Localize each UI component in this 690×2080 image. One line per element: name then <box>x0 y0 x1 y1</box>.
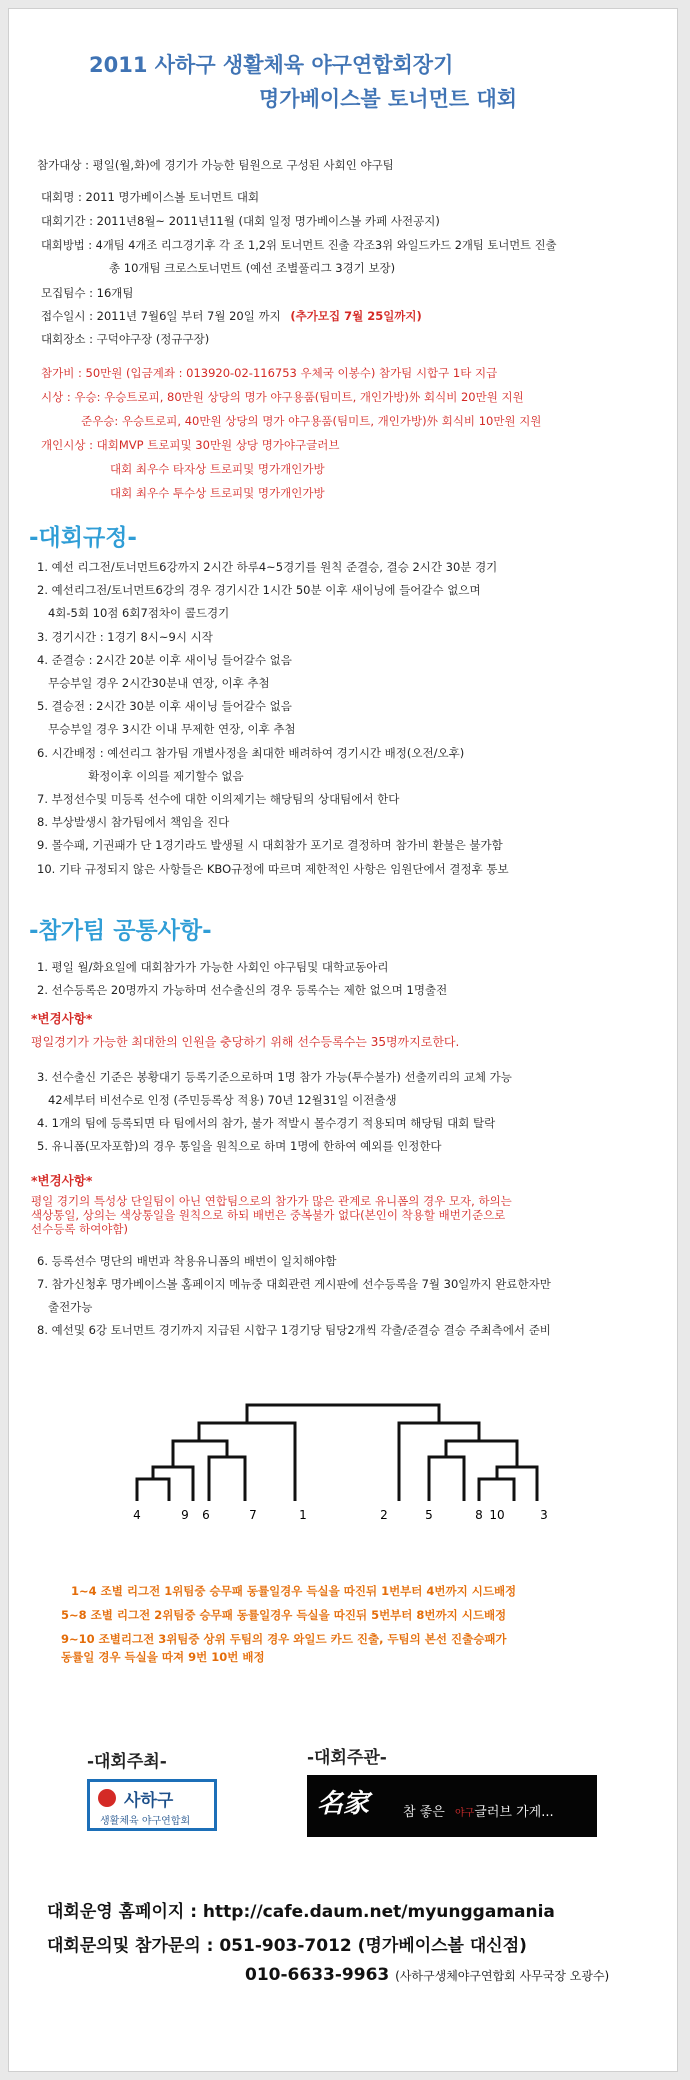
footer-contact: 대회문의및 참가문의 : 051-903-7012 (명가베이스볼 대신점) <box>47 1936 527 1956</box>
prize-first: 시상 : 우승: 우승트로피, 80만원 상당의 명가 야구용품(팀미트, 개인가방)外 회식비 20만원 지원 <box>41 390 524 404</box>
info-venue: 대회장소 : 구덕야구장 (정규구장) <box>41 332 210 346</box>
change-label-1: *변경사항* <box>31 1011 93 1026</box>
rule-item: 확정이후 이의를 제기할수 없음 <box>37 768 244 783</box>
change-text-1: 평일경기가 가능한 최대한의 인원을 충당하기 위해 선수등록수는 35명까지로한다. <box>31 1035 460 1049</box>
bracket-seed-label: 2 <box>380 1508 388 1522</box>
prize-second: 준우승: 우승트로피, 40만원 상당의 명가 야구용품(팀미트, 개인가방)外 회식비 10만원 지원 <box>81 414 542 428</box>
host-logo-subtitle: 생활체육 야구연합회 <box>100 1816 191 1827</box>
info-method: 대회방법 : 4개팀 4개조 리그경기후 각 조 1,2위 토너먼트 진출 각조3위 와일드카드 2개팀 토너먼트 진출 <box>41 239 557 252</box>
common-heading: -참가팀 공통사항- <box>29 918 212 944</box>
poster-title-line1: 2011 사하구 생활체육 야구연합회장기 <box>89 53 454 77</box>
rule-item: 3. 경기시간 : 1경기 8시~9시 시작 <box>37 629 213 644</box>
info-teams: 모집팀수 : 16개팀 <box>41 286 134 300</box>
individual-prize-mvp: 개인시상 : 대회MVP 트로피및 30만원 상당 명가야구글러브 <box>41 438 340 452</box>
rule-item: 9. 몰수패, 기권패가 단 1경기라도 발생될 시 대회참가 포기로 결정하며 참가비 환불은 불가함 <box>37 838 503 853</box>
info-period: 대회기간 : 2011년8월~ 2011년11월 (대회 일정 명가베이스볼 카페 사전공지) <box>41 214 440 228</box>
seeding-note-2: 5~8 조별 리그전 2위팀중 승무패 동률일경우 득실을 따진뒤 5번부터 8번까지 시드배정 <box>61 1608 507 1622</box>
individual-prize-pitcher: 대회 최우수 투수상 트로피및 명가개인가방 <box>110 486 325 500</box>
individual-prize-batter: 대회 최우수 타자상 트로피및 명가개인가방 <box>110 462 325 476</box>
bracket-seed-label: 3 <box>540 1508 548 1522</box>
rule-item: 4회-5회 10점 6회7점차이 콜드경기 <box>37 606 230 621</box>
info-method-cont: 총 10개팀 크로스토너먼트 (예선 조별풀리그 3경기 보장) <box>109 261 396 275</box>
common-item: 8. 예선및 6강 토너먼트 경기까지 지급된 시합구 1경기당 팀당2개씩 각출/준결승 결승 주최측에서 준비 <box>37 1323 551 1337</box>
poster-title-line2: 명가베이스볼 토너먼트 대회 <box>259 87 518 111</box>
change-text-2-line3: 선수등록 하여야함) <box>31 1222 129 1236</box>
change-text-2-line1: 평일 경기의 특성상 단일팀이 아닌 연합팀으로의 참가가 많은 관계로 유니폼의 경우 모자, 하의는 <box>31 1194 512 1208</box>
common-item: 6. 등록선수 명단의 배번과 착용유니폼의 배번이 일치해야함 <box>37 1254 337 1268</box>
bracket-seed-label: 6 <box>202 1508 210 1522</box>
seeding-note-1: 1~4 조별 리그전 1위팀중 승무패 동률일경우 득실을 따진뒤 1번부터 4번까지 시드배정 <box>71 1584 517 1598</box>
bracket-seed-label: 9 <box>181 1508 189 1522</box>
seeding-note-4: 동률일 경우 득실을 따져 9번 10번 배정 <box>61 1650 265 1664</box>
rules-heading: -대회규정- <box>29 525 137 551</box>
host-logo-name: 사하구 <box>124 1791 174 1811</box>
host-label: -대회주최- <box>87 1752 167 1772</box>
bracket-seed-label: 1 <box>299 1508 307 1522</box>
common-item: 1. 평일 월/화요일에 대회참가가 가능한 사회인 야구팀및 대학교동아리 <box>37 960 389 974</box>
seeding-note-3: 9~10 조별리그전 3위팀중 상위 두팀의 경우 와일드 카드 진출, 두팀의 본선 진출승패가 <box>61 1632 507 1646</box>
rule-item: 10. 기타 규정되지 않은 사항들은 KBO규정에 따르며 제한적인 사항은 임원단에서 결정후 통보 <box>37 861 509 876</box>
bracket-seed-label: 7 <box>249 1508 257 1522</box>
host-logo <box>87 1779 217 1831</box>
rule-item: 무승부일 경우 3시간 이내 무제한 연장, 이후 추첨 <box>37 722 296 737</box>
bracket-seed-labels <box>133 1508 548 1522</box>
info-target: 참가대상 : 평일(월,화)에 경기가 가능한 팀원으로 구성된 사회인 야구팀 <box>37 158 394 172</box>
bracket-seed-label: 4 <box>133 1508 141 1522</box>
rule-item: 6. 시간배정 : 예선리그 참가팀 개별사정을 최대한 배려하여 경기시간 배정(오전/오후) <box>37 745 465 760</box>
info-registration-dates: 접수일시 : 2011년 7월6일 부터 7월 20일 까지 <box>41 309 281 323</box>
footer-homepage: 대회운영 홈페이지 : http://cafe.daum.net/myunggamania <box>47 1902 555 1922</box>
operator-logo-slogan: 참 좋은 야구글러브 가게... <box>403 1805 554 1820</box>
fee-line: 참가비 : 50만원 (입금계좌 : 013920-02-116753 우체국 이봉수) 참가팀 시합구 1타 지급 <box>41 366 498 380</box>
common-item: 2. 선수등록은 20명까지 가능하며 선수출신의 경우 등록수는 제한 없으며 1명출전 <box>37 983 448 997</box>
host-logo-icon <box>98 1789 116 1807</box>
operator-label: -대회주관- <box>307 1748 387 1768</box>
operator-logo <box>307 1775 597 1837</box>
change-label-2: *변경사항* <box>31 1173 93 1188</box>
footer-phone-number: 010-6633-9963 <box>245 1965 390 1985</box>
rule-item: 4. 준결승 : 2시간 20분 이후 새이닝 들어갈수 없음 <box>37 652 292 667</box>
tournament-bracket <box>9 1401 677 1551</box>
info-registration <box>41 308 422 324</box>
common-item: 출전가능 <box>37 1300 93 1314</box>
common-item: 3. 선수출신 기준은 봉황대기 등록기준으로하며 1명 참가 가능(투수불가) 선출끼리의 교체 가능 <box>37 1070 512 1084</box>
rule-item: 1. 예선 리그전/토너먼트6강까지 2시간 하루4~5경기를 원칙 준결승, 결승 2시간 30분 경기 <box>37 560 498 574</box>
bracket-seed-label: 10 <box>489 1508 505 1522</box>
common-item: 5. 유니폼(모자포함)의 경우 통일을 원칙으로 하며 1명에 한하여 예외를 인정한다 <box>37 1139 442 1153</box>
rule-item: 7. 부정선수및 미등록 선수에 대한 이의제기는 해당팀의 상대팀에서 한다 <box>37 792 400 806</box>
footer-phone-note: (사하구생체야구연합회 사무국장 오광수) <box>395 1969 610 1983</box>
common-item: 42세부터 비선수로 인정 (주민등록상 적용) 70년 12월31일 이전출생 <box>37 1093 397 1107</box>
poster <box>8 8 678 2072</box>
common-item: 4. 1개의 팀에 등록되면 타 팀에서의 참가, 불가 적발시 몰수경기 적용되며 해당팀 대회 탈락 <box>37 1116 496 1130</box>
rule-item: 2. 예선리그전/토너먼트6강의 경우 경기시간 1시간 50분 이후 새이닝에 들어갈수 없으며 <box>37 583 481 598</box>
change-text-2-line2: 색상통일, 상의는 색상통일을 원칙으로 하되 배번은 중복불가 없다(본인이 착용할 배번기준으로 <box>31 1208 506 1222</box>
info-name: 대회명 : 2011 명가베이스볼 토너먼트 대회 <box>41 190 260 204</box>
rule-item: 8. 부상발생시 참가팀에서 책임을 진다 <box>37 815 230 830</box>
bracket-seed-label: 5 <box>425 1508 433 1522</box>
rule-item: 무승부일 경우 2시간30분내 연장, 이후 추첨 <box>37 676 270 690</box>
info-registration-extra: (추가모집 7월 25일까지) <box>290 309 422 323</box>
rule-item: 5. 결승전 : 2시간 30분 이후 새이닝 들어갈수 없음 <box>37 699 292 714</box>
operator-logo-brand: 名家 <box>317 1789 370 1819</box>
footer-phone <box>245 1965 609 1985</box>
bracket-seed-label: 8 <box>475 1508 483 1522</box>
common-item: 7. 참가신청후 명가베이스볼 홈페이지 메뉴중 대회관련 게시판에 선수등록을 7월 30일까지 완료한자만 <box>37 1277 551 1291</box>
